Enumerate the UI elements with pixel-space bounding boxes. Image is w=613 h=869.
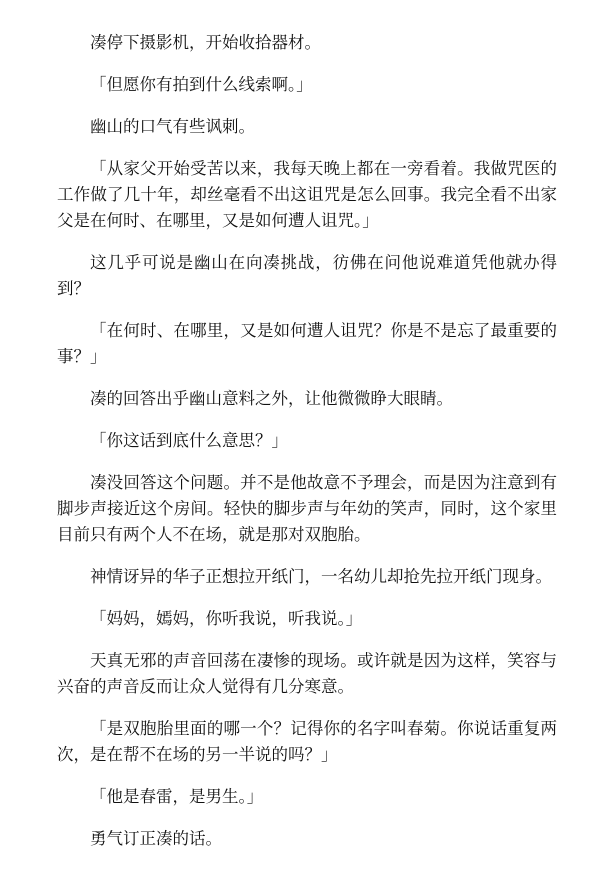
paragraph: 天真无邪的声音回荡在凄惨的现场。或许就是因为这样，笑容与兴奋的声音反而让众人觉得有几分寒意。 — [57, 651, 557, 696]
paragraph: 「妈妈，嫣妈，你听我说，听我说。」 — [90, 609, 363, 628]
paragraph: 「但愿你有拍到什么线索啊。」 — [90, 75, 313, 94]
paragraph: 这几乎可说是幽山在向凑挑战，彷佛在问他说难道凭他就办得到？ — [57, 253, 557, 298]
paragraph: 幽山的口气有些讽刺。 — [90, 117, 255, 136]
paragraph: 「在何时、在哪里，又是如何遭人诅咒？你是不是忘了最重要的事？」 — [57, 321, 557, 366]
paragraph: 凑的回答出乎幽山意料之外，让他微微睁大眼睛。 — [90, 389, 453, 408]
paragraph: 勇气订正凑的话。 — [90, 829, 222, 848]
document-body — [57, 30, 557, 868]
paragraph: 「你这话到底什么意思？」 — [90, 431, 288, 450]
paragraph: 凑停下摄影机，开始收拾器材。 — [90, 33, 321, 52]
paragraph: 神情讶异的华子正想拉开纸门，一名幼儿却抢先拉开纸门现身。 — [90, 567, 552, 586]
paragraph: 「从家父开始受苦以来，我每天晚上都在一旁看着。我做咒医的工作做了几十年，却丝毫看不出这诅咒是怎么回事。我完全看不出家父是在何时、在哪里，又是如何遭人诅咒。」 — [57, 159, 557, 230]
paragraph: 「是双胞胎里面的哪一个？记得你的名字叫春菊。你说话重复两次，是在帮不在场的另一半说的吗？」 — [57, 719, 557, 764]
paragraph: 「他是春雷，是男生。」 — [90, 787, 264, 806]
paragraph: 凑没回答这个问题。并不是他故意不予理会，而是因为注意到有脚步声接近这个房间。轻快的脚步声与年幼的笑声，同时，这个家里目前只有两个人不在场，就是那对双胞胎。 — [57, 473, 557, 544]
